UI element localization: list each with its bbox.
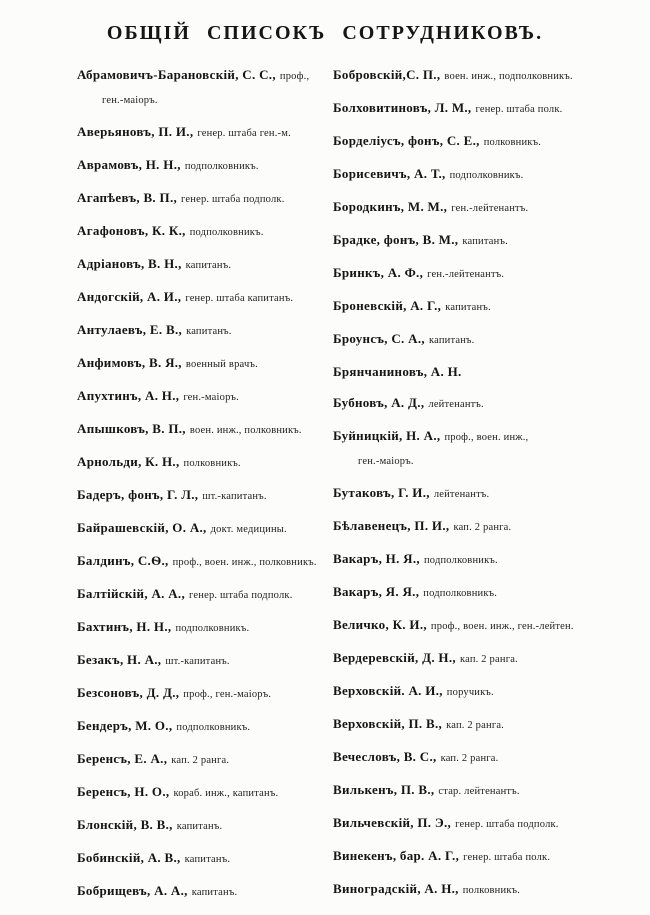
list-item: [333, 363, 613, 380]
list-item: [333, 847, 613, 866]
list-item: [333, 550, 613, 569]
entry-rank: ген.-маіоръ.: [183, 392, 239, 403]
list-item: [77, 750, 333, 769]
entry-rank: подполковникъ.: [423, 588, 498, 599]
entry-name: Вердеревскій, Д. Н.,: [333, 650, 456, 665]
entry-name: Брадке, фонъ, В. М.,: [333, 232, 459, 247]
entry-rank: подполковникъ.: [184, 161, 259, 172]
entry-name: Балдинъ, С.Ѳ.,: [77, 553, 169, 568]
list-item: [333, 715, 613, 734]
entry-rank: капитанъ.: [176, 821, 223, 832]
entry-name: Аверьяновъ, П. И.,: [77, 124, 194, 139]
entry-rank: полковникъ.: [483, 137, 542, 148]
entry-name: Винекенъ, бар. А. Г.,: [333, 848, 460, 863]
entry-name: Беренсъ, Н. О.,: [77, 784, 170, 799]
entry-name: Вакаръ, Н. Я.,: [333, 551, 420, 566]
entry-name: Байрашевскій, О. А.,: [77, 520, 207, 535]
entry-name: Агапѣевъ, В. П.,: [77, 190, 178, 205]
entry-rank: стар. лейтенантъ.: [438, 786, 520, 797]
entry-rank: кап. 2 ранга.: [453, 522, 512, 533]
entry-rank: кап. 2 ранга.: [459, 654, 518, 665]
entry-rank: капитанъ.: [185, 260, 232, 271]
list-item: [77, 321, 333, 340]
list-item: [77, 651, 333, 670]
list-item: [77, 684, 333, 703]
entry-rank: шт.-капитанъ.: [165, 656, 230, 667]
entry-name: Бадеръ, фонъ, Г. Л.,: [77, 487, 199, 502]
entry-rank: подполковникъ.: [176, 722, 251, 733]
entry-rank: полковникъ.: [462, 885, 521, 896]
list-item: [77, 387, 333, 406]
entry-name: Верховскій, П. В.,: [333, 716, 443, 731]
entry-rank: капитанъ.: [191, 887, 238, 898]
entry-rank: капитанъ.: [428, 335, 475, 346]
list-item: [77, 66, 333, 109]
entry-name: Бородкинъ, М. М.,: [333, 199, 448, 214]
entry-rank: подполковникъ.: [175, 623, 250, 634]
entry-name: Апышковъ, В. П.,: [77, 421, 186, 436]
entry-rank: ген.-лейтенантъ.: [451, 203, 529, 214]
entry-rank: полковникъ.: [183, 458, 241, 469]
name-list-column-left: [77, 66, 333, 915]
list-item: [77, 156, 333, 175]
list-item: [77, 783, 333, 802]
list-item: [333, 165, 613, 184]
entry-name: Болховитиновъ, Л. М.,: [333, 100, 472, 115]
list-item: [333, 649, 613, 668]
entry-name: Брянчаниновъ, А. Н.: [333, 364, 462, 379]
entry-rank: генер. штаба полк.: [463, 852, 551, 863]
entry-name: Безсоновъ, Д. Д.,: [77, 685, 180, 700]
entry-rank: ген.-лейтенантъ.: [427, 269, 505, 280]
entry-rank: проф., воен. инж., ген.-лейтен.: [430, 621, 574, 632]
entry-rank: кап. 2 ранга.: [171, 755, 230, 766]
entry-rank: шт.-капитанъ.: [202, 491, 267, 502]
entry-name: Безакъ, Н. А.,: [77, 652, 162, 667]
entry-name: Буйницкій, Н. А.,: [333, 428, 441, 443]
entry-name: Вечесловъ, В. С.,: [333, 749, 437, 764]
list-item: [77, 882, 333, 901]
entry-rank: воен. инж., подполковникъ.: [444, 71, 573, 82]
list-item: [333, 427, 613, 470]
entry-name: Вилькенъ, П. В.,: [333, 782, 435, 797]
list-item: [333, 231, 613, 250]
entry-name: Виноградскій, А. Н.,: [333, 881, 459, 896]
entry-rank: проф., ген.-маіоръ.: [183, 689, 272, 700]
list-item: [77, 420, 333, 439]
entry-name: Арнольди, К. Н.,: [77, 454, 180, 469]
list-item: [77, 354, 333, 373]
list-item: [77, 519, 333, 538]
entry-name: Величко, К. И.,: [333, 617, 427, 632]
list-item: [77, 453, 333, 472]
name-list-column-right: [333, 66, 613, 915]
list-item: [77, 288, 333, 307]
entry-name: Верховскій. А. И.,: [333, 683, 443, 698]
list-item: [77, 552, 333, 571]
list-item: [333, 330, 613, 349]
list-item: [77, 486, 333, 505]
entry-name: Броневскій, А. Г.,: [333, 298, 442, 313]
list-item: [333, 814, 613, 833]
entry-rank: кап. 2 ранга.: [440, 753, 499, 764]
entry-name: Бендеръ, М. О.,: [77, 718, 173, 733]
list-item: [333, 132, 613, 151]
entry-rank: генер. штаба ген.-м.: [197, 128, 291, 139]
entry-name: Андогскій, А. И.,: [77, 289, 182, 304]
list-item: [333, 484, 613, 503]
entry-rank: воен. инж., полковникъ.: [189, 425, 302, 436]
entry-name: Антулаевъ, Е. В.,: [77, 322, 183, 337]
entry-name: Вильчевскій, П. Э.,: [333, 815, 452, 830]
entry-rank: капитанъ.: [184, 854, 231, 865]
list-item: [333, 394, 613, 413]
list-item: [333, 66, 613, 85]
entry-rank: подполковникъ.: [449, 170, 524, 181]
entry-name: Бѣлавенецъ, П. И.,: [333, 518, 450, 533]
list-item: [77, 618, 333, 637]
entry-name: Бубновъ, А. Д.,: [333, 395, 425, 410]
list-item: [333, 880, 613, 899]
entry-name: Бахтинъ, Н. Н.,: [77, 619, 172, 634]
entry-rank: проф., воен. инж.,: [444, 432, 529, 443]
entry-name: Борисевичъ, А. Т.,: [333, 166, 446, 181]
entry-name: Борделіусъ, фонъ, С. Е.,: [333, 133, 480, 148]
entry-name: Беренсъ, Е. А.,: [77, 751, 168, 766]
entry-name: Бутаковъ, Г. И.,: [333, 485, 430, 500]
entry-rank: кораб. инж., капитанъ.: [173, 788, 279, 799]
entry-name: Апухтинъ, А. Н.,: [77, 388, 180, 403]
list-item: [333, 616, 613, 635]
list-item: [333, 682, 613, 701]
list-item: [77, 255, 333, 274]
entry-rank: капитанъ.: [186, 326, 232, 337]
entry-name: Броунсъ, С. А.,: [333, 331, 425, 346]
entry-name: Адріановъ, В. Н.,: [77, 256, 182, 271]
entry-name: Бобрищевъ, А. А.,: [77, 883, 188, 898]
list-item: [333, 583, 613, 602]
list-item: [77, 222, 333, 241]
entry-rank: докт. медицины.: [210, 524, 287, 535]
entry-rank: генер. штаба подполк.: [455, 819, 559, 830]
list-item: [77, 717, 333, 736]
entry-rank-continuation: ген.-маіоръ.: [358, 456, 414, 467]
list-item: [333, 264, 613, 283]
entry-name: Блонскій, В. В.,: [77, 817, 173, 832]
entry-rank: проф., воен. инж., полковникъ.: [172, 557, 317, 568]
entry-rank: подполковникъ.: [189, 227, 264, 238]
entry-name: Бринкъ, А. Ф.,: [333, 265, 424, 280]
entry-name: Агафоновъ, К. К.,: [77, 223, 186, 238]
list-item: [333, 99, 613, 118]
entry-name: Бобровскій,С. П.,: [333, 67, 441, 82]
list-item: [333, 198, 613, 217]
entry-rank: поручикъ.: [446, 687, 494, 698]
entry-name: Анфимовъ, В. Я.,: [77, 355, 182, 370]
entry-rank: генер. штаба подполк.: [181, 194, 285, 205]
list-item: [333, 517, 613, 536]
name-list: [0, 66, 650, 915]
entry-name: Вакаръ, Я. Я.,: [333, 584, 420, 599]
entry-rank: проф.,: [279, 71, 310, 82]
entry-rank-continuation: ген.-маіоръ.: [102, 95, 158, 106]
entry-name: Балтійскій, А. А.,: [77, 586, 186, 601]
entry-rank: лейтенантъ.: [433, 489, 490, 500]
entry-rank: лейтенантъ.: [428, 399, 484, 410]
entry-name: Абрамовичъ-Барановскій, С. С.,: [77, 67, 276, 82]
entry-rank: капитанъ.: [445, 302, 491, 313]
list-item: [333, 297, 613, 316]
entry-rank: генер. штаба полк.: [475, 104, 563, 115]
page-title: ОБЩІЙ СПИСОКЪ СОТРУДНИКОВЪ.: [106, 22, 544, 44]
entry-rank: военный врачъ.: [185, 359, 258, 370]
entry-rank: капитанъ.: [462, 236, 508, 247]
list-item: [77, 816, 333, 835]
entry-rank: подполковникъ.: [423, 555, 498, 566]
list-item: [333, 781, 613, 800]
list-item: [333, 748, 613, 767]
list-item: [77, 123, 333, 142]
entry-name: Аврамовъ, Н. Н.,: [77, 157, 181, 172]
entry-name: Бобинскій, А. В.,: [77, 850, 181, 865]
entry-rank: генер. штаба капитанъ.: [185, 293, 294, 304]
entry-rank: генер. штаба подполк.: [189, 590, 293, 601]
list-item: [77, 189, 333, 208]
list-item: [77, 585, 333, 604]
entry-rank: кап. 2 ранга.: [446, 720, 505, 731]
